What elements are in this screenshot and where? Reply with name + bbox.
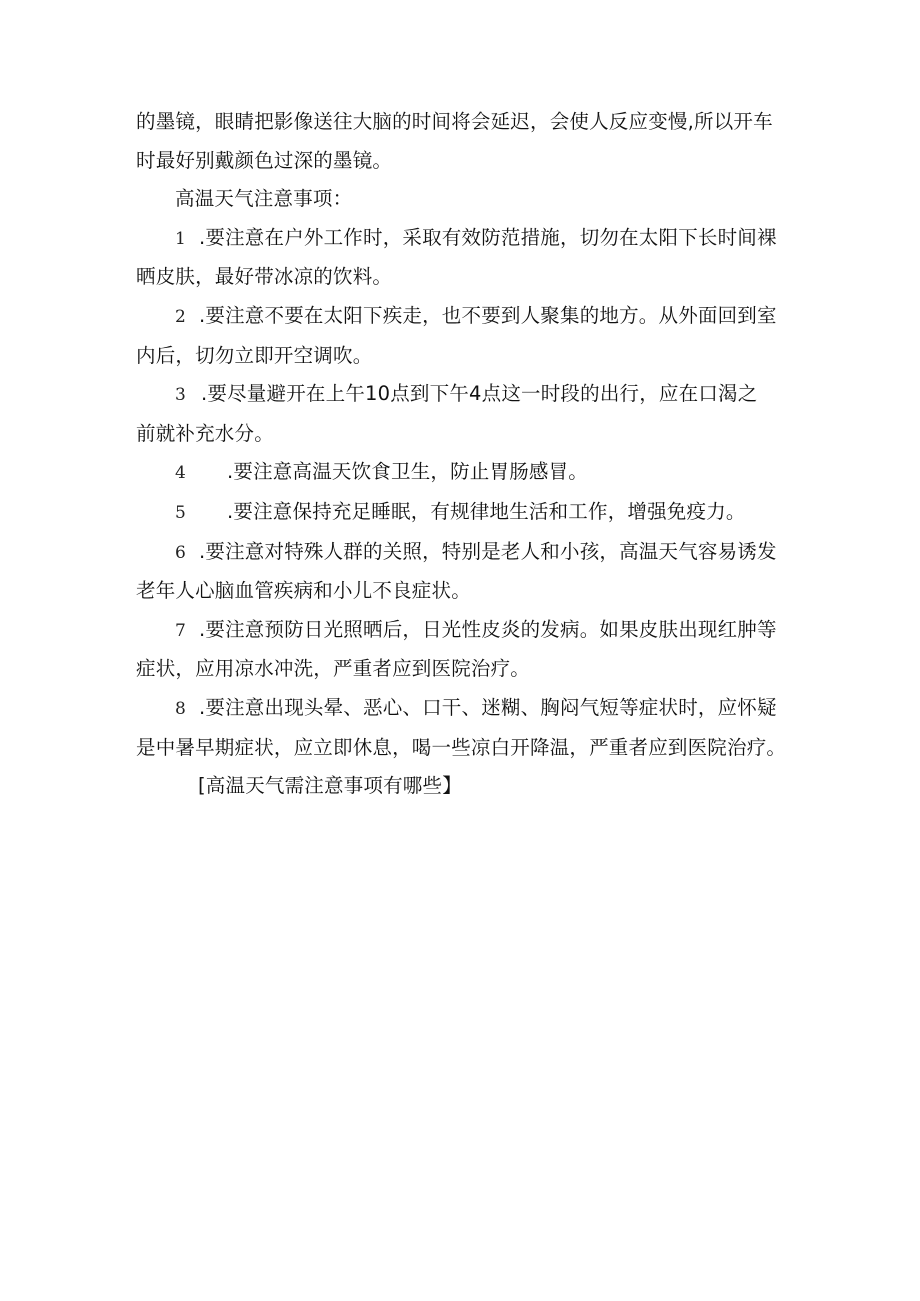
item-text: .要尽量避开在上午10点到下午4点这一时段的出行，应在口渴之: [201, 382, 758, 406]
document-body: [136, 103, 796, 806]
list-item-2: [136, 297, 796, 337]
item-text: .要注意对特殊人群的关照，特别是老人和小孩，高温天气容易诱发: [199, 539, 777, 563]
item-text: .要注意预防日光照晒后，日光性皮炎的发病。如果皮肤出现红肿等: [199, 617, 777, 641]
list-item-6: [136, 533, 796, 573]
list-item-8-cont: 是中暑早期症状，应立即休息，喝一些凉白开降温，严重者应到医院治疗。: [136, 735, 787, 759]
section-heading: 高温天气注意事项：: [175, 187, 353, 211]
intro-line-1: 的墨镜，眼睛把影像送往大脑的时间将会延迟，会使人反应变慢,所以开车: [136, 110, 773, 133]
item-number: 1: [175, 228, 187, 249]
item-text: .要注意不要在太阳下疾走，也不要到人聚集的地方。从外面回到室: [199, 303, 777, 327]
list-item-1-cont: 晒皮肤，最好带冰凉的饮料。: [136, 265, 393, 289]
list-item-1: [136, 219, 796, 259]
list-item-8: [136, 689, 796, 729]
item-text: .要注意高温天饮食卫生，防止胃肠感冒。: [227, 460, 588, 484]
item-number: 4: [175, 463, 187, 484]
item-text: .要注意在户外工作时，采取有效防范措施，切勿在太阳下长时间裸: [199, 225, 777, 249]
item-number: 5: [175, 502, 187, 523]
list-item-5: [136, 493, 796, 533]
item-text: .要注意出现头晕、恶心、口干、迷糊、胸闷气短等症状时，应怀疑: [199, 695, 777, 719]
intro-line-2: 时最好别戴颜色过深的墨镜。: [136, 148, 393, 172]
list-item-7-cont: 症状，应用凉水冲洗，严重者应到医院治疗。: [136, 657, 531, 681]
list-item-3-cont: 前就补充水分。: [136, 421, 274, 445]
item-number: 3: [175, 385, 187, 406]
list-item-3: [136, 375, 796, 415]
item-number: 6: [175, 542, 187, 563]
list-item-2-cont: 内后，切勿立即开空调吹。: [136, 343, 373, 367]
item-text: .要注意保持充足睡眠，有规律地生活和工作，增强免疫力。: [227, 499, 746, 523]
item-number: 8: [175, 698, 187, 719]
list-item-7: [136, 611, 796, 651]
list-item-4: [136, 453, 796, 493]
closing-title: [高温天气需注意事项有哪些】: [198, 774, 462, 798]
item-number: 2: [175, 306, 187, 327]
item-number: 7: [175, 620, 187, 641]
list-item-6-cont: 老年人心脑血管疾病和小儿不良症状。: [136, 579, 471, 603]
